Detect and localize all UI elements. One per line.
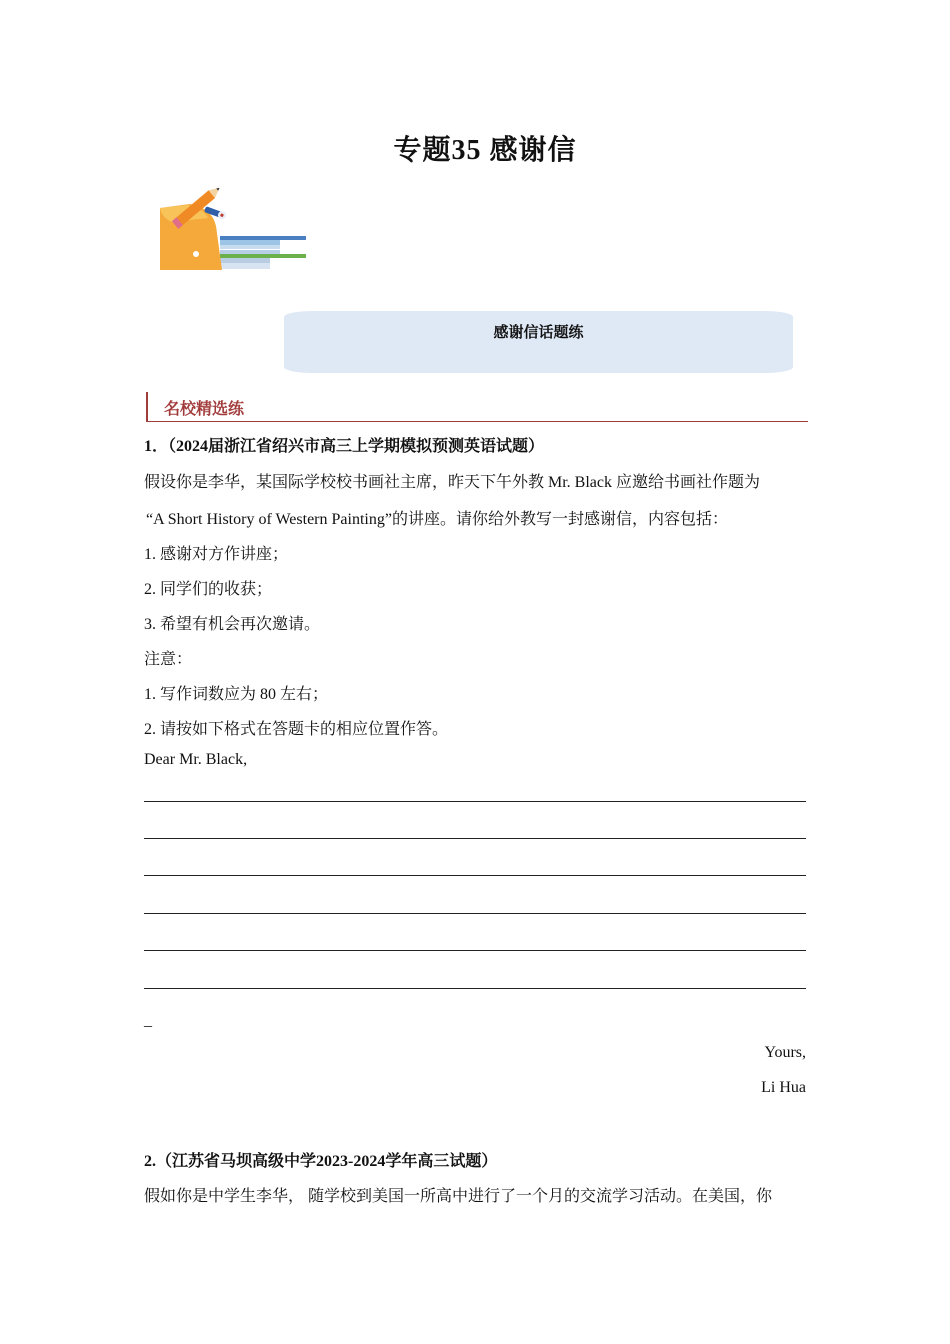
answer-line	[144, 988, 806, 989]
closing: Yours,	[764, 1044, 806, 1061]
note-item: 2. 请按如下格式在答题卡的相应位置作答。	[144, 721, 449, 738]
salutation: Dear Mr. Black,	[144, 751, 248, 768]
signature: Li Hua	[761, 1079, 806, 1096]
content-point: 1. 感谢对方作讲座；	[144, 546, 289, 563]
topic-banner	[284, 311, 793, 373]
answer-line	[144, 838, 806, 839]
question-1-prompt-line-1: 假设你是李华，某国际学校校书画社主席，昨天下午外教 Mr. Black 应邀给书画社作题为	[144, 474, 760, 491]
page-title: 专题35 感谢信	[393, 135, 577, 166]
section-heading	[146, 392, 808, 422]
question-2-prompt-line-1: 假如你是中学生李华， 随学校到美国一所高中进行了一个月的交流学习活动。在美国，你	[144, 1188, 773, 1205]
note-label: 注意：	[144, 651, 193, 668]
content-point: 3. 希望有机会再次邀请。	[144, 616, 321, 633]
answer-line	[144, 913, 806, 914]
banner-title: 感谢信话题练	[493, 323, 584, 341]
question-2-heading: 2.（江苏省马坝高级中学2023-2024学年高三试题）	[144, 1153, 498, 1170]
content-point: 2. 同学们的收获；	[144, 581, 273, 598]
answer-line	[144, 875, 806, 876]
section-label: 名校精选练	[164, 399, 245, 418]
books-pencil-logo	[160, 178, 308, 272]
question-1-heading: 1．（2024届浙江省绍兴市高三上学期模拟预测英语试题）	[144, 438, 545, 455]
note-item: 1. 写作词数应为 80 左右；	[144, 686, 329, 703]
answer-line	[144, 950, 806, 951]
answer-line-end-mark: _	[144, 1012, 152, 1029]
answer-line	[144, 801, 806, 802]
question-1-prompt-line-2: “A Short History of Western Painting”的讲座。请你给外教写一封感谢信，内容包括：	[146, 511, 728, 528]
